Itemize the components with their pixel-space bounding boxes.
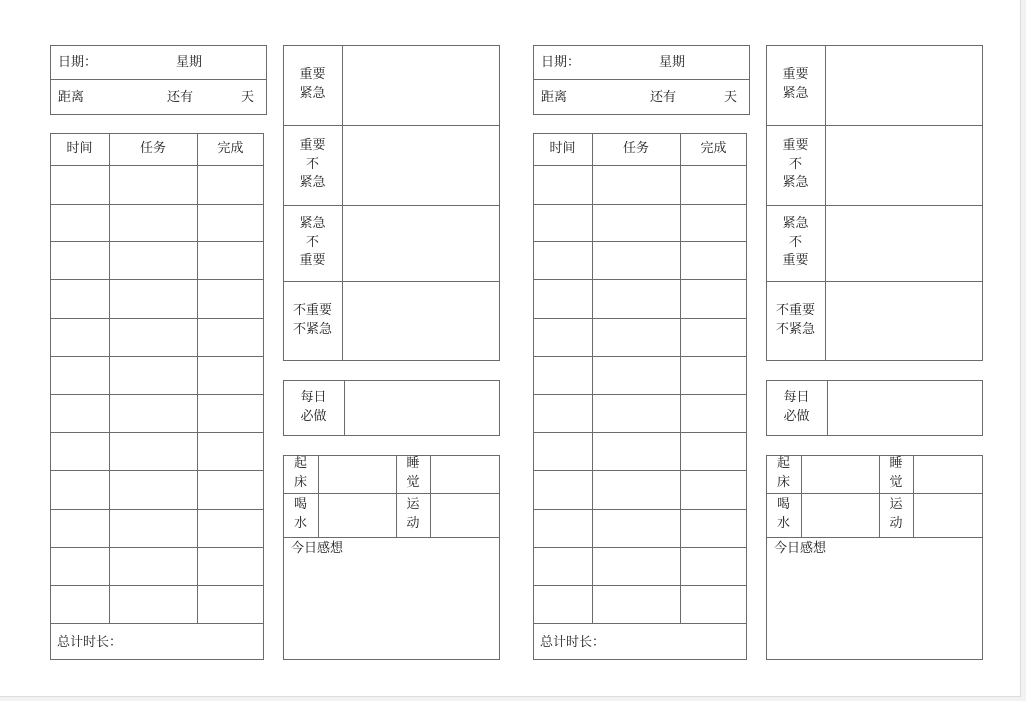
quadrant-important-urgent (766, 45, 825, 125)
quadrant-important-urgent-line: 重要 (299, 67, 326, 83)
quadrant-important-urgent-line: 紧急 (299, 86, 326, 101)
grid-line (342, 45, 343, 361)
grid-line (533, 79, 750, 80)
grid-line (533, 356, 747, 357)
quadrant-urgent-not-important-line: 重要 (782, 253, 809, 269)
water-label-line: 水 (776, 516, 790, 531)
quadrant-not-important-not-urgent (766, 281, 825, 361)
grid-line (533, 241, 747, 242)
total-duration-label: 总计时长： (57, 635, 123, 650)
quadrant-important-urgent (283, 45, 342, 125)
grid-line (825, 45, 826, 361)
column-header-task-line: 任务 (139, 140, 166, 156)
grid-line (533, 279, 747, 280)
quadrant-not-important-not-urgent-line: 不重要 (775, 303, 815, 319)
quadrant-not-important-not-urgent-line: 不紧急 (292, 322, 332, 337)
water-label-line: 水 (293, 516, 307, 531)
grid-line (533, 547, 747, 548)
exercise-label-line: 运 (406, 497, 420, 513)
column-header-task (109, 133, 197, 165)
grid-line (533, 394, 747, 395)
column-header-time-line: 时间 (66, 140, 93, 156)
daily-must-do-label (283, 380, 344, 436)
grid-line (430, 455, 431, 537)
sleep-label-line: 觉 (889, 475, 903, 490)
sleep-label-line: 睡 (406, 456, 420, 472)
quadrant-urgent-not-important-line: 不 (305, 234, 319, 250)
water-label (283, 493, 318, 537)
quadrant-urgent-not-important-line: 重要 (299, 253, 326, 269)
daily-must-do-label-line: 必做 (783, 409, 810, 424)
total-duration-label: 总计时长： (540, 635, 606, 650)
quadrant-not-important-not-urgent-line: 不重要 (292, 303, 332, 319)
weekday-label: 星期 (659, 55, 686, 70)
quadrant-important-urgent-line: 重要 (782, 67, 809, 83)
grid-line (344, 380, 345, 436)
grid-line (766, 537, 983, 538)
quadrant-not-important-not-urgent (283, 281, 342, 361)
grid-line (533, 318, 747, 319)
grid-line (50, 241, 264, 242)
quadrant-important-not-urgent (283, 125, 342, 205)
daily-must-do-label (766, 380, 827, 436)
wake-up-label-line: 起 (776, 456, 790, 472)
grid-line (533, 585, 747, 586)
quadrant-important-not-urgent-line: 不 (305, 156, 319, 172)
grid-line (50, 165, 264, 166)
grid-line (50, 318, 264, 319)
reflection-label: 今日感想 (774, 541, 827, 556)
grid-line (801, 455, 802, 537)
wake-up-label (283, 455, 318, 493)
distance-label: 距离 (541, 90, 568, 105)
daily-must-do-label-line: 必做 (300, 409, 327, 424)
water-label-line: 喝 (776, 497, 790, 513)
sleep-label (879, 455, 913, 493)
exercise-label-line: 动 (406, 516, 420, 531)
grid-line (50, 356, 264, 357)
grid-line (533, 165, 747, 166)
daily-must-do-label-line: 每日 (783, 390, 810, 406)
quadrant-important-not-urgent-line: 紧急 (782, 175, 809, 191)
quadrant-important-not-urgent (766, 125, 825, 205)
grid-line (50, 547, 264, 548)
column-header-done-line: 完成 (217, 140, 244, 156)
reflection-label: 今日感想 (291, 541, 344, 556)
exercise-label (879, 493, 913, 537)
grid-line (533, 432, 747, 433)
daily-must-do-label-line: 每日 (300, 390, 327, 406)
quadrant-not-important-not-urgent-line: 不紧急 (775, 322, 815, 337)
exercise-label-line: 动 (889, 516, 903, 531)
column-header-done-line: 完成 (700, 140, 727, 156)
sleep-label-line: 睡 (889, 456, 903, 472)
quadrant-urgent-not-important-line: 紧急 (299, 215, 326, 231)
distance-label: 距离 (58, 90, 85, 105)
quadrant-urgent-not-important-line: 紧急 (782, 215, 809, 231)
grid-line (50, 204, 264, 205)
date-label: 日期： (541, 55, 581, 70)
grid-line (50, 432, 264, 433)
day-label: 天 (724, 90, 738, 105)
column-header-task-line: 任务 (622, 140, 649, 156)
grid-line (533, 204, 747, 205)
water-label-line: 喝 (293, 497, 307, 513)
grid-line (50, 279, 264, 280)
grid-line (533, 509, 747, 510)
column-header-done (680, 133, 747, 165)
grid-line (533, 470, 747, 471)
day-label: 天 (241, 90, 255, 105)
grid-line (827, 380, 828, 436)
grid-line (318, 455, 319, 537)
column-header-task (592, 133, 680, 165)
quadrant-important-not-urgent-line: 重要 (782, 137, 809, 153)
wake-up-label-line: 床 (776, 475, 790, 490)
grid-line (50, 623, 264, 624)
water-label (766, 493, 801, 537)
quadrant-urgent-not-important (283, 205, 342, 281)
exercise-label (396, 493, 430, 537)
wake-up-label-line: 起 (293, 456, 307, 472)
column-header-time-line: 时间 (549, 140, 576, 156)
grid-line (283, 537, 500, 538)
quadrant-urgent-not-important (766, 205, 825, 281)
grid-line (913, 455, 914, 537)
wake-up-label (766, 455, 801, 493)
exercise-label-line: 运 (889, 497, 903, 513)
grid-line (50, 470, 264, 471)
quadrant-urgent-not-important-line: 不 (788, 234, 802, 250)
grid-line (197, 133, 198, 623)
weekday-label: 星期 (176, 55, 203, 70)
remaining-label: 还有 (167, 90, 194, 105)
grid-line (50, 585, 264, 586)
grid-line (592, 133, 593, 623)
quadrant-important-not-urgent-line: 不 (788, 156, 802, 172)
sleep-label-line: 觉 (406, 475, 420, 490)
grid-line (50, 394, 264, 395)
grid-line (109, 133, 110, 623)
sleep-label (396, 455, 430, 493)
grid-line (50, 509, 264, 510)
remaining-label: 还有 (650, 90, 677, 105)
grid-line (680, 133, 681, 623)
date-label: 日期： (58, 55, 98, 70)
quadrant-important-not-urgent-line: 紧急 (299, 175, 326, 191)
wake-up-label-line: 床 (293, 475, 307, 490)
column-header-done (197, 133, 264, 165)
schedule-table[interactable] (533, 133, 747, 660)
quadrant-important-not-urgent-line: 重要 (299, 137, 326, 153)
quadrant-important-urgent-line: 紧急 (782, 86, 809, 101)
grid-line (533, 623, 747, 624)
grid-line (50, 79, 267, 80)
column-header-time (533, 133, 592, 165)
column-header-time (50, 133, 109, 165)
schedule-table[interactable] (50, 133, 264, 660)
